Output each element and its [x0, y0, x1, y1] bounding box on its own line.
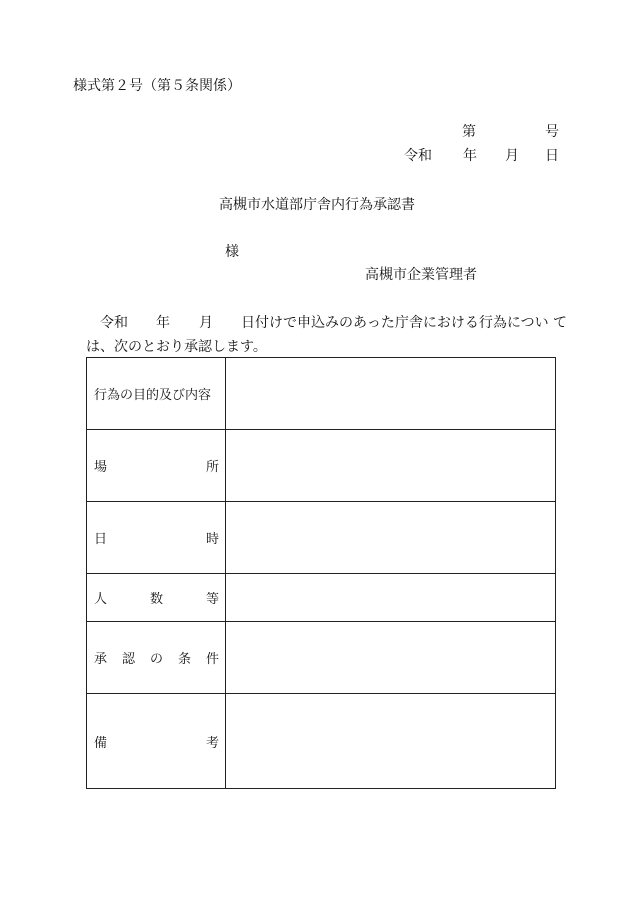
body-date-year: 年 — [156, 315, 170, 331]
datetime-label-char: 時 — [205, 532, 219, 547]
datetime-value-cell[interactable] — [226, 502, 556, 574]
body-date-month: 月 — [199, 315, 213, 331]
table-row-place — [87, 430, 556, 502]
issue-date-month: 月 — [505, 148, 519, 164]
remarks-label-cell — [87, 694, 226, 789]
place-label-char: 場 — [94, 460, 108, 475]
approval-table — [86, 357, 556, 789]
addressee-honorific: 様 — [225, 244, 239, 260]
issuer-name: 高槻市企業管理者 — [365, 267, 477, 283]
conditions-label-char: 件 — [205, 652, 219, 667]
body-text-line-2: は、次のとおり承認します。 — [86, 339, 267, 355]
table-row-count — [87, 574, 556, 622]
conditions-value-cell[interactable] — [226, 622, 556, 694]
purpose-label-cell — [87, 358, 226, 430]
table-row-remarks — [87, 694, 556, 789]
table-row-conditions — [87, 622, 556, 694]
table-row-purpose — [87, 358, 556, 430]
issue-date-day: 日 — [545, 148, 559, 164]
count-label-char: 等 — [205, 592, 219, 607]
place-value-cell[interactable] — [226, 430, 556, 502]
place-label-cell — [87, 430, 226, 502]
table-row-datetime — [87, 502, 556, 574]
conditions-label-cell — [87, 622, 226, 694]
purpose-label: 行為の目的及び内容 — [94, 388, 212, 403]
body-text-rest: 日付けで申込みのあった庁舎における行為につい て — [241, 315, 568, 331]
remarks-label-char: 備 — [94, 735, 108, 751]
issue-date-year: 年 — [463, 148, 477, 164]
form-number: 様式第２号（第５条関係） — [73, 78, 241, 94]
remarks-label-char: 考 — [205, 735, 219, 751]
conditions-label-char: 承 — [94, 652, 108, 667]
purpose-value-cell[interactable] — [226, 358, 556, 430]
document-number-prefix: 第 — [462, 124, 476, 140]
place-label-char: 所 — [205, 460, 219, 475]
conditions-label-char: 認 — [121, 652, 135, 667]
datetime-label-cell — [87, 502, 226, 574]
count-label-char: 数 — [149, 592, 163, 607]
datetime-label-char: 日 — [94, 532, 108, 547]
count-value-cell[interactable] — [226, 574, 556, 622]
body-date-era: 令和 — [100, 315, 128, 331]
count-label-char: 人 — [94, 592, 108, 607]
remarks-value-cell[interactable] — [226, 694, 556, 789]
conditions-label-char: の — [149, 652, 163, 667]
document-number-suffix: 号 — [545, 124, 559, 140]
issue-date-era: 令和 — [404, 148, 432, 164]
count-label-cell — [87, 574, 226, 622]
document-title: 高槻市水道部庁舎内行為承認書 — [219, 197, 415, 213]
conditions-label-char: 条 — [177, 652, 191, 667]
